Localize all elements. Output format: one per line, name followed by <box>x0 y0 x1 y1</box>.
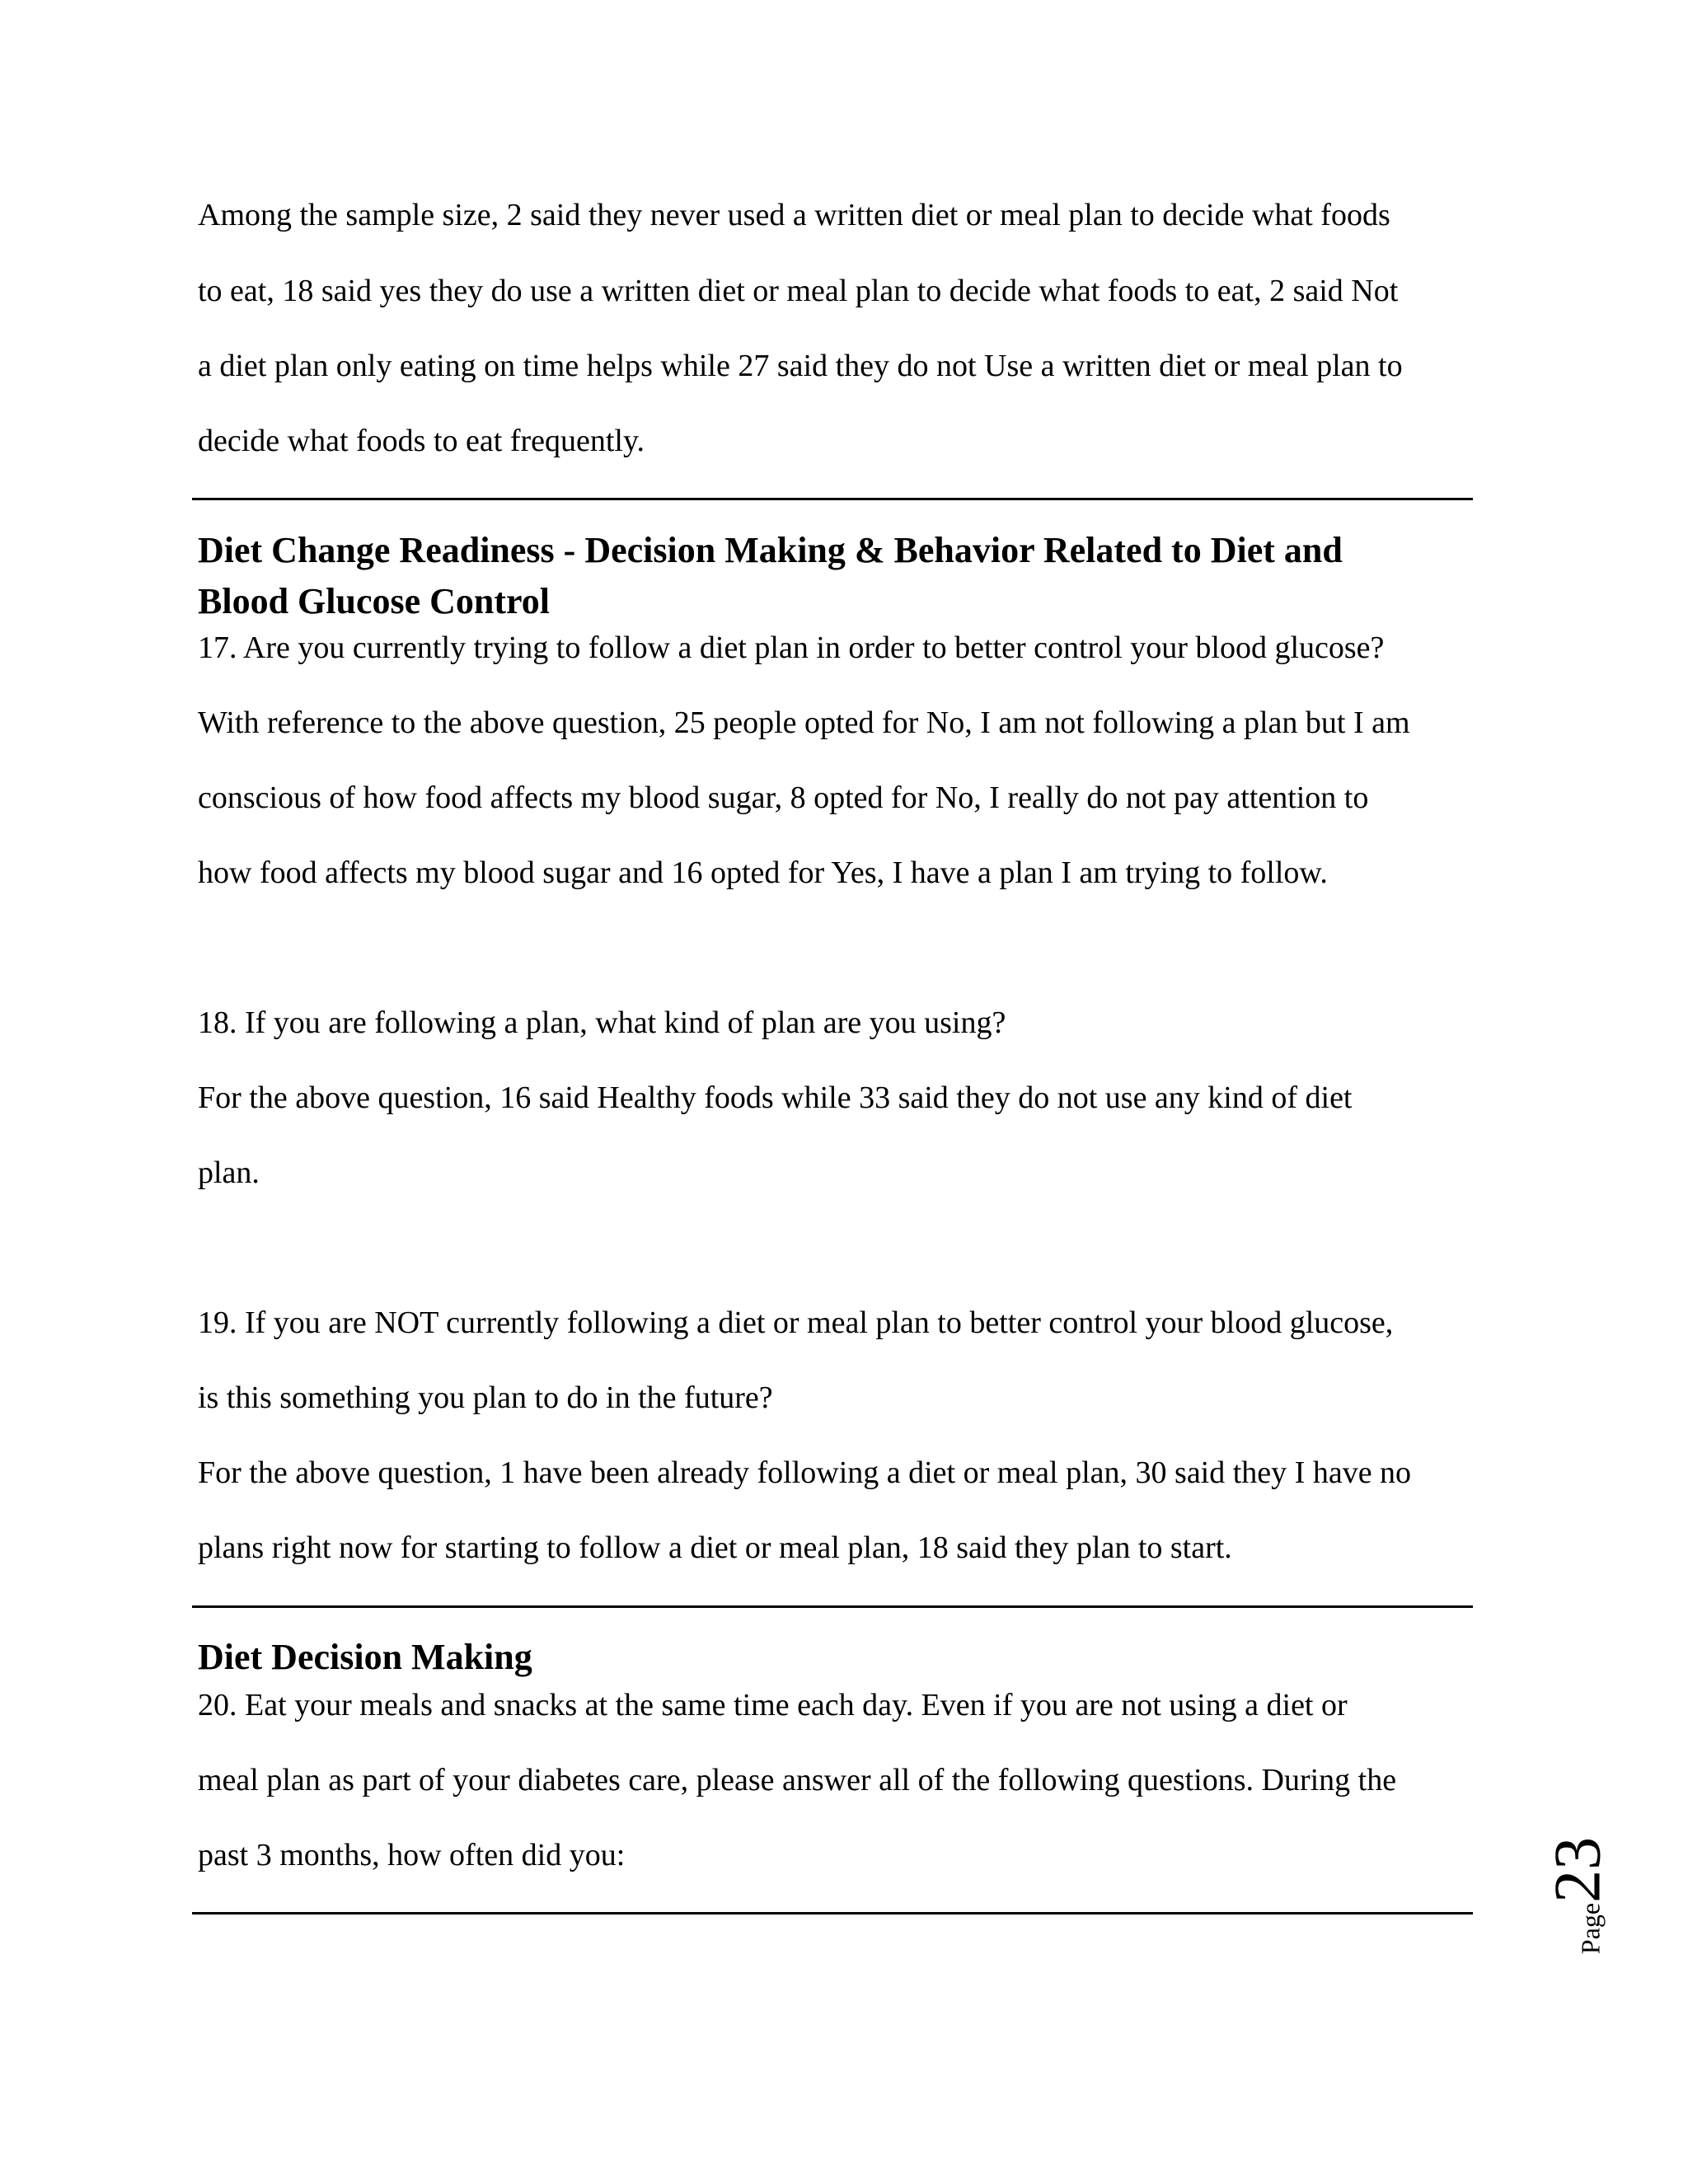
page-number-value: 23 <box>1541 1836 1615 1903</box>
question-19-line-2: is this something you plan to do in the future? <box>198 1380 773 1415</box>
answer-17-line-1: With reference to the above question, 25 people opted for No, I am not following a plan but I am <box>198 705 1410 740</box>
intro-line-1: Among the sample size, 2 said they never used a written diet or meal plan to decide what foods <box>198 198 1390 232</box>
intro-line-3: a diet plan only eating on time helps while 27 said they do not Use a written diet or meal plan to <box>198 349 1403 383</box>
section-heading-diet-change-readiness-line-2: Blood Glucose Control <box>198 581 551 621</box>
section-divider-1 <box>192 498 1473 500</box>
question-18: 18. If you are following a plan, what kind of plan are you using? <box>198 1005 1006 1040</box>
question-20-line-3: past 3 months, how often did you: <box>198 1838 626 1872</box>
question-17: 17. Are you currently trying to follow a diet plan in order to better control your blood glucose? <box>198 630 1385 665</box>
question-20-line-1: 20. Eat your meals and snacks at the same time each day. Even if you are not using a diet or <box>198 1688 1348 1722</box>
intro-line-4: decide what foods to eat frequently. <box>198 424 645 458</box>
answer-19-line-1: For the above question, 1 have been already following a diet or meal plan, 30 said they I have no <box>198 1455 1412 1490</box>
section-divider-2 <box>192 1605 1473 1608</box>
page-label: Page <box>1575 1902 1606 1955</box>
section-heading-diet-decision-making: Diet Decision Making <box>198 1637 532 1677</box>
page-number <box>1541 1821 1615 1970</box>
answer-19-line-2: plans right now for starting to follow a diet or meal plan, 18 said they plan to start. <box>198 1530 1232 1565</box>
answer-17-line-2: conscious of how food affects my blood sugar, 8 opted for No, I really do not pay attention to <box>198 780 1369 815</box>
section-heading-diet-change-readiness-line-1: Diet Change Readiness - Decision Making & Behavior Related to Diet and <box>198 530 1343 570</box>
question-19-line-1: 19. If you are NOT currently following a diet or meal plan to better control your blood glucose, <box>198 1305 1394 1340</box>
section-divider-3 <box>192 1912 1473 1915</box>
answer-18-line-2: plan. <box>198 1155 260 1190</box>
answer-18-line-1: For the above question, 16 said Healthy foods while 33 said they do not use any kind of diet <box>198 1080 1353 1115</box>
question-20-line-2: meal plan as part of your diabetes care, please answer all of the following questions. During the <box>198 1763 1397 1797</box>
intro-line-2: to eat, 18 said yes they do use a written diet or meal plan to decide what foods to eat, 2 said Not <box>198 274 1399 308</box>
answer-17-line-3: how food affects my blood sugar and 16 opted for Yes, I have a plan I am trying to follow. <box>198 855 1328 890</box>
